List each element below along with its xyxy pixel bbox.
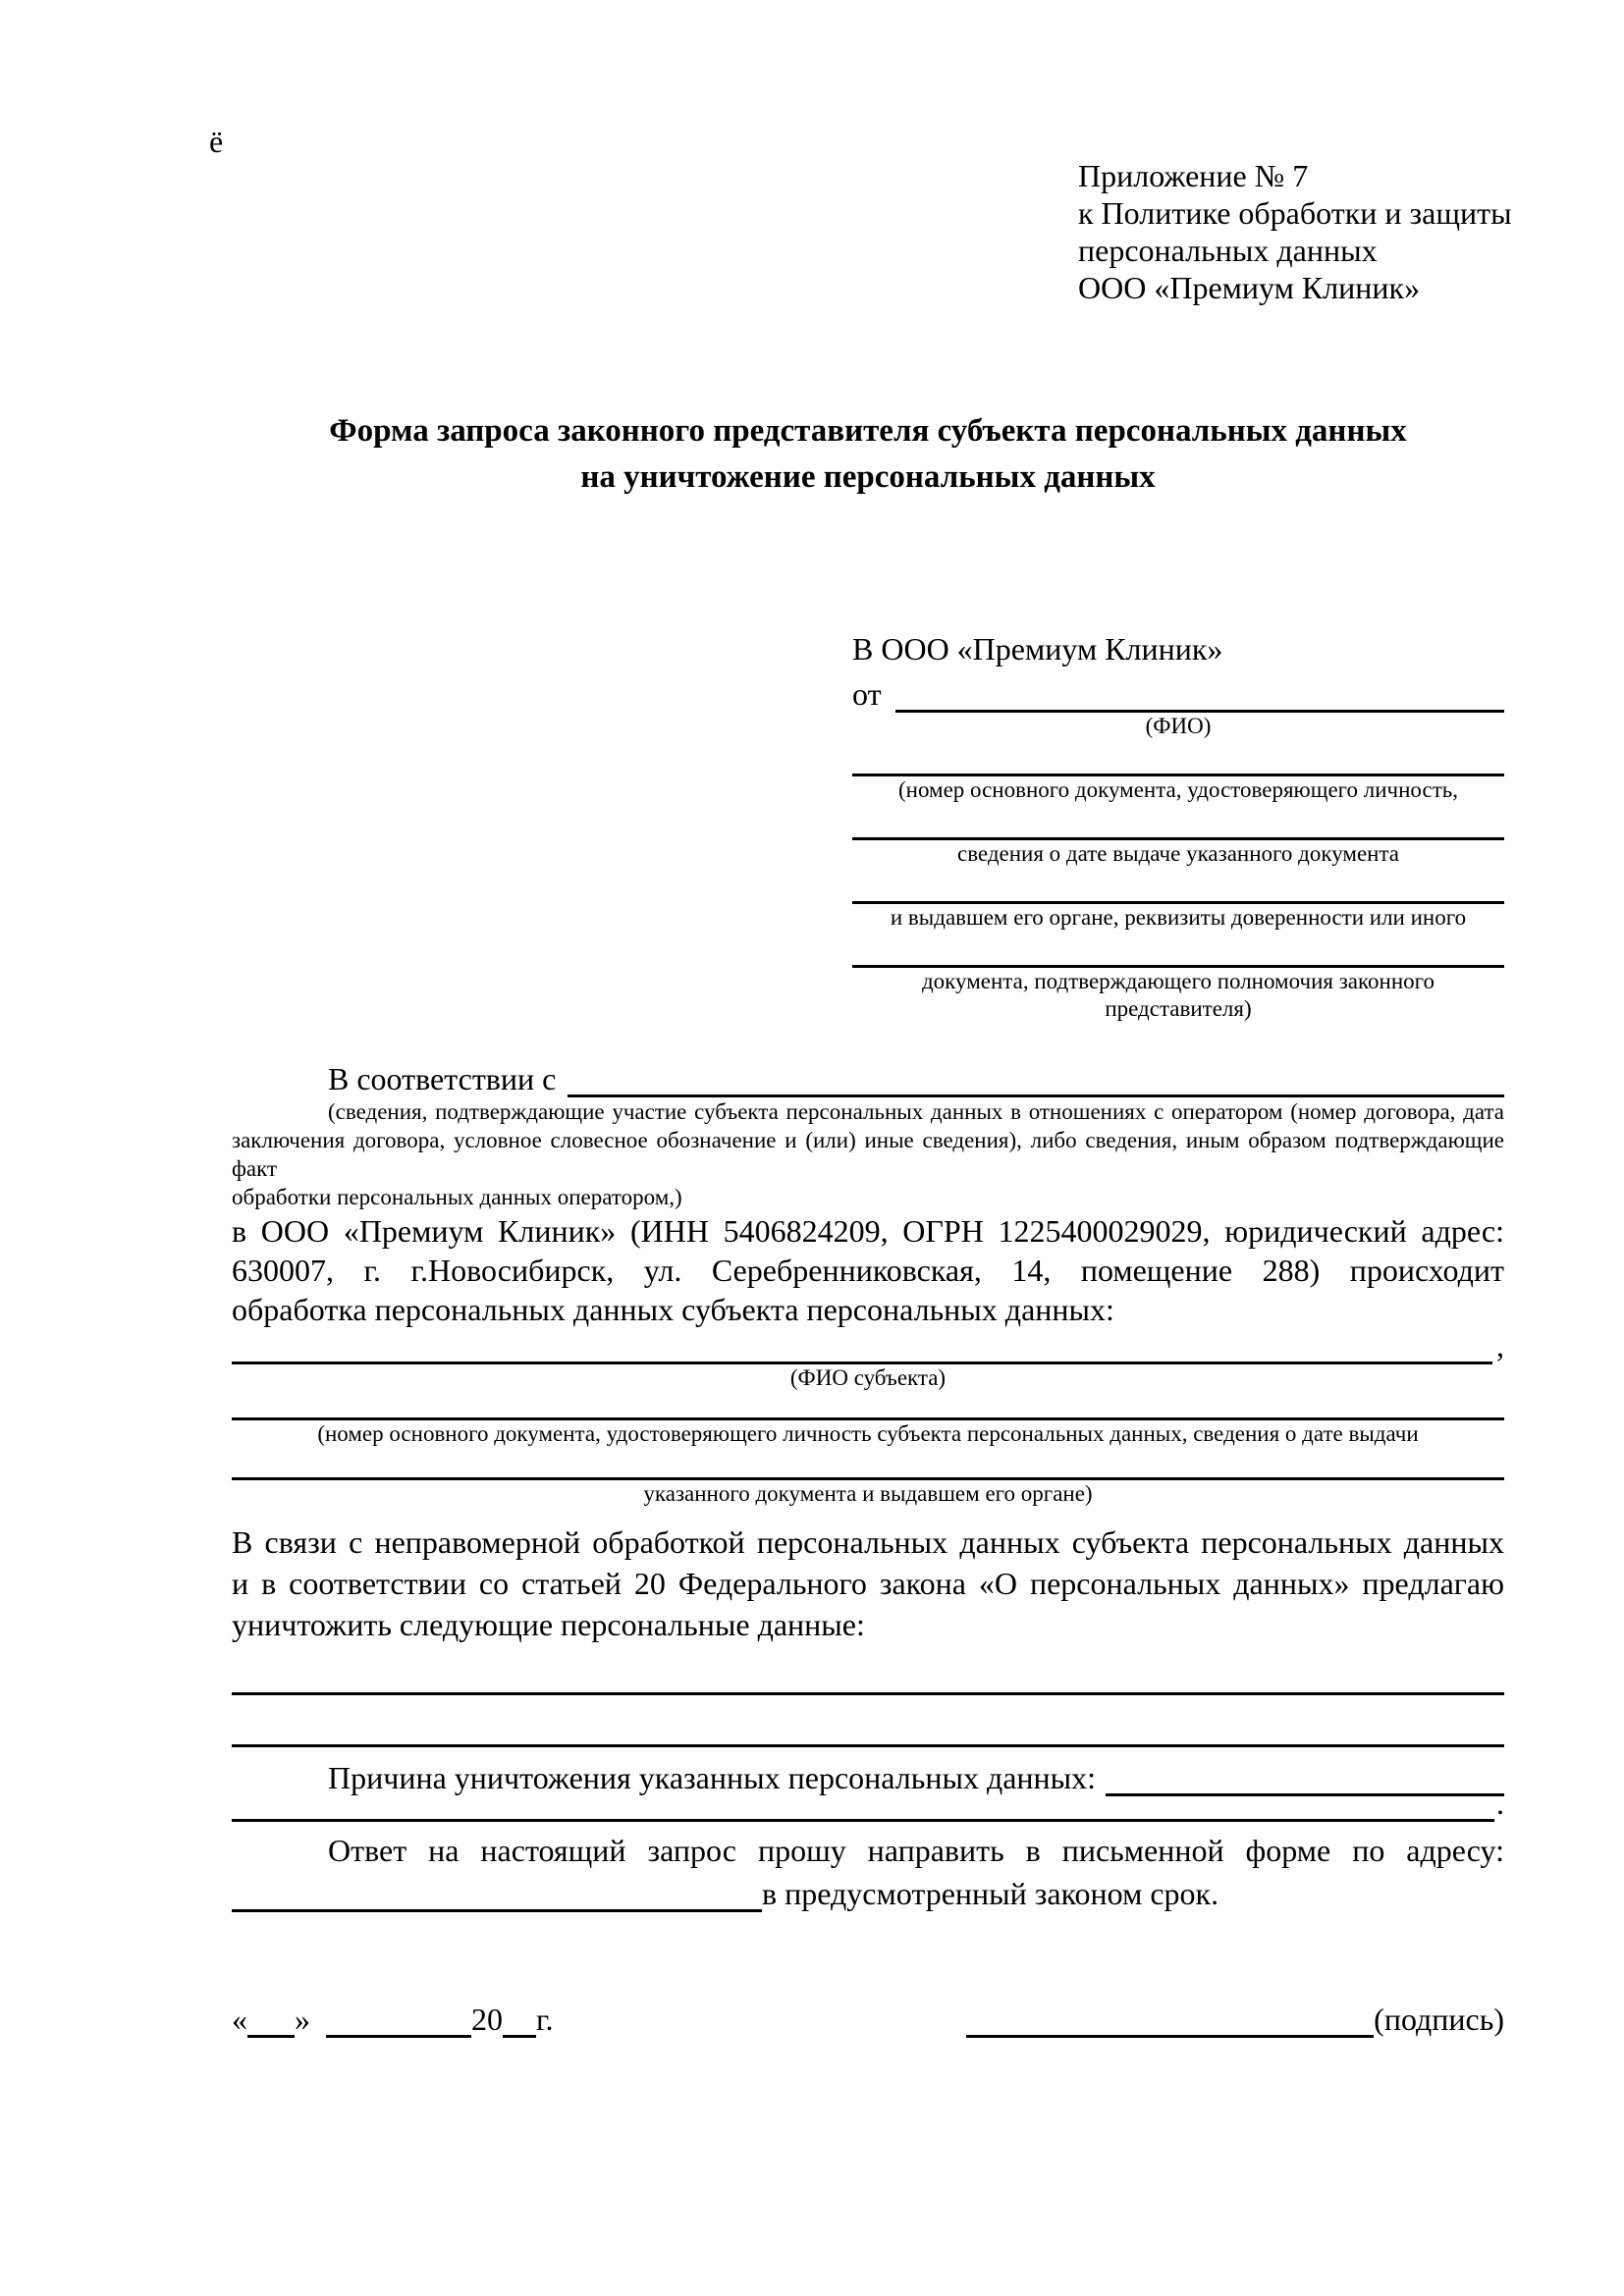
sentence-period: . [1496,1786,1504,1821]
date-year-prefix: 20 [471,2002,503,2037]
demand-paragraph-line: и в соответствии со статьей 20 Федерального закона «О персональных данных» предлагаю [232,1566,1504,1601]
in-accordance-blank-field[interactable] [568,1059,1504,1097]
in-accordance-label: В соответствии с [328,1061,557,1096]
date-year-blank-field[interactable] [503,2002,536,2038]
subject-fio-row [232,1329,1504,1364]
appendix-note [1078,157,1512,306]
document-title [232,408,1504,501]
fine-print-line: заключения договора, условное словесное обозначение и (или) иные сведения), либо сведения, иным образом подтверждающие факт [232,1128,1504,1181]
in-accordance-row [232,1056,1504,1097]
signature-group [966,2002,1504,2038]
response-address-blank-field[interactable] [232,1874,762,1912]
data-to-destroy-blank-line-1[interactable] [232,1671,1504,1695]
reason-label: Причина уничтожения указанных персональных данных: [328,1760,1097,1795]
fine-print-paragraph [232,1097,1504,1211]
from-label: от [852,676,882,712]
id-document-blank-field[interactable] [852,740,1504,776]
stray-ye-mark: ё [209,124,224,159]
issuing-authority-blank-field[interactable] [852,868,1504,904]
demand-paragraph-line: В связи с неправомерной обработкой персональных данных субъекта персональных данных [232,1524,1504,1560]
appendix-note-line: Приложение № 7 [1078,158,1309,193]
signature-caption: (подпись) [1374,2002,1504,2037]
subject-issuing-authority-caption: указанного документа и выдавшем его органе) [643,1481,1093,1506]
response-tail-text: в предусмотренный законом срок. [762,1876,1219,1911]
footer-row [232,1995,1504,2038]
subject-id-document-caption: (номер основного документа, удостоверяющего личность субъекта персональных данных, сведения о дате выдачи [317,1421,1419,1446]
fine-print-line: обработки персональных данных оператором,) [232,1185,682,1209]
date-group [232,2002,554,2038]
signature-blank-field[interactable] [966,2002,1374,2038]
subject-fio-comma: , [1496,1328,1504,1363]
date-close-quote: » [295,2002,310,2037]
reason-continuation-row [232,1786,1504,1822]
addressee-block [852,628,1504,1023]
reason-blank-line-2[interactable] [232,1784,1494,1822]
fine-print-line: (сведения, подтверждающие участие субъекта персональных данных в отношениях с оператором (номер договора, дата [328,1099,1504,1124]
document-title-line2: на уничтожение персональных данных [580,459,1156,495]
document-title-line1: Форма запроса законного представителя субъекта персональных данных [329,413,1407,449]
subject-fio-blank-field[interactable] [232,1326,1492,1364]
demand-paragraph [232,1522,1504,1645]
appendix-note-line: ООО «Премиум Клиник» [1078,270,1421,305]
response-request-line: Ответ на настоящий запрос прошу направить в письменной форме по адресу: [328,1833,1504,1868]
issue-date-blank-field[interactable] [852,804,1504,840]
from-fio-blank-field[interactable] [895,674,1504,713]
subject-id-document-blank-field[interactable] [232,1392,1504,1420]
appendix-note-line: к Политике обработки и защиты [1078,195,1512,231]
authority-document-caption: документа, подтверждающего полномочия законного представителя) [921,969,1435,1021]
subject-issuing-authority-blank-field[interactable] [232,1448,1504,1480]
operator-paragraph-line: в ООО «Премиум Клиник» (ИНН 5406824209, ОГРН 1225400029029, юридический адрес: [232,1213,1504,1249]
from-row [852,669,1504,713]
issuing-authority-caption: и выдавшем его органе, реквизиты доверенности или иного [890,905,1467,930]
data-to-destroy-blank-line-2[interactable] [232,1723,1504,1747]
date-open-quote: « [232,2002,247,2037]
date-day-blank-field[interactable] [247,2002,295,2038]
operator-paragraph [232,1211,1504,1329]
subject-fio-caption: (ФИО субъекта) [789,1365,947,1390]
addressee-organization: В ООО «Премиум Клиник» [852,631,1223,667]
id-document-caption: (номер основного документа, удостоверяющего личность, [897,777,1458,802]
operator-paragraph-line: обработка персональных данных субъекта персональных данных: [232,1292,1114,1327]
fio-caption: (ФИО) [1145,714,1212,738]
date-month-blank-field[interactable] [326,2002,471,2038]
response-address-row [232,1871,1504,1912]
date-year-suffix: г. [536,2002,554,2037]
issue-date-caption: сведения о дате выдаче указанного документа [956,841,1400,866]
authority-document-blank-field[interactable] [852,932,1504,968]
appendix-note-line: персональных данных [1078,233,1378,268]
operator-paragraph-line: 630007, г. г.Новосибирск, ул. Серебренниковская, 14, помещение 288) происходит [232,1253,1504,1288]
demand-paragraph-line: уничтожить следующие персональные данные: [232,1607,865,1642]
